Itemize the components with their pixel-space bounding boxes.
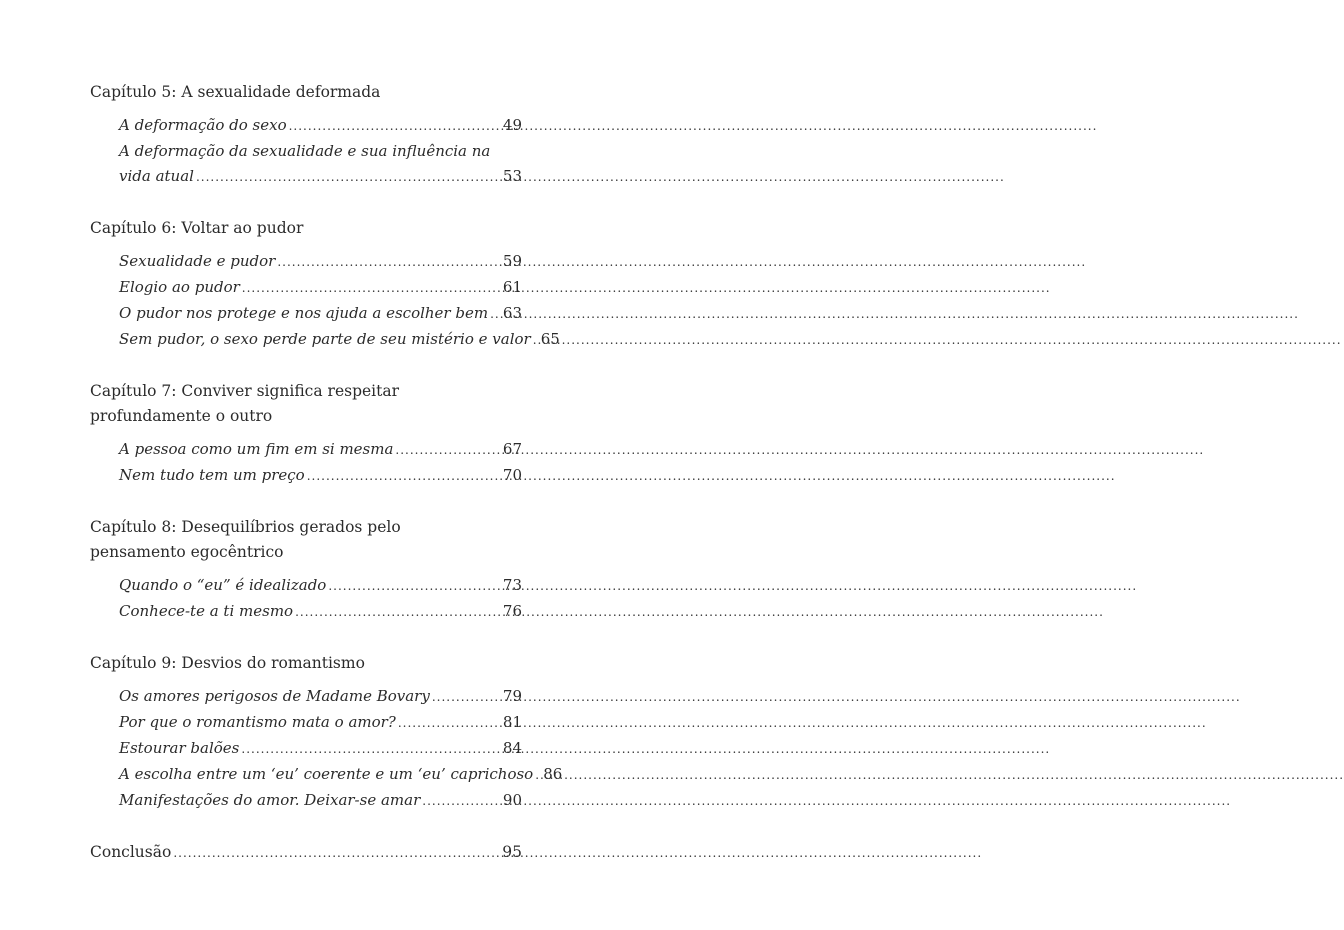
dot-leader (295, 599, 501, 625)
entry-page-number: 79 (502, 687, 522, 705)
toc-entry[interactable] (119, 164, 522, 190)
chapter-entries (90, 437, 522, 489)
dot-leader (395, 437, 500, 463)
toc-entry[interactable] (119, 573, 522, 599)
dot-leader (307, 463, 501, 489)
entry-label: Sem pudor, o sexo perde parte de seu mistério e valor (119, 330, 531, 348)
entry-page-number: 81 (502, 713, 522, 731)
toc-entry[interactable] (119, 736, 522, 762)
chapter-9 (90, 651, 563, 814)
toc-entry[interactable] (119, 788, 522, 814)
entry-page-number: 59 (502, 252, 522, 270)
dot-leader (535, 762, 541, 788)
toc-entry[interactable] (119, 762, 563, 788)
toc-entry[interactable] (119, 684, 522, 710)
toc-entry[interactable] (119, 327, 560, 353)
chapter-entries (90, 113, 522, 190)
toc-entry[interactable] (119, 463, 522, 489)
entry-label: A pessoa como um fim em si mesma (119, 440, 394, 458)
entry-label: A escolha entre um ‘eu’ coerente e um ‘eu’ caprichoso (119, 765, 534, 783)
entry-label: A deformação do sexo (119, 116, 287, 134)
entry-page-number: 86 (543, 765, 563, 783)
entry-page-number: 65 (540, 330, 560, 348)
toc-entry[interactable] (119, 113, 522, 139)
dot-leader (328, 573, 501, 599)
conclusion-label: Conclusão (90, 843, 172, 861)
dot-leader (533, 327, 539, 353)
entry-label: Por que o romantismo mata o amor? (119, 713, 396, 731)
entry-page-number: 70 (502, 466, 522, 484)
entry-label: Quando o “eu” é idealizado (119, 576, 327, 594)
toc-entry[interactable] (119, 437, 522, 463)
toc-entry[interactable] (119, 275, 522, 301)
chapter-title (90, 379, 522, 429)
entry-page-number: 73 (502, 576, 522, 594)
entry-page-number: 76 (502, 602, 522, 620)
chapter-title-line: pensamento egocêntrico (90, 543, 284, 561)
dot-leader (277, 249, 501, 275)
chapter-5 (90, 80, 522, 190)
entry-page-number: 90 (502, 791, 522, 809)
conclusion-page-number: 95 (502, 843, 522, 861)
entry-page-number: 67 (502, 440, 522, 458)
chapter-entries (90, 573, 522, 625)
entry-label-line: A deformação da sexualidade e sua influência na (119, 142, 491, 160)
chapter-title: Capítulo 5: A sexualidade deformada (90, 83, 381, 101)
entry-label: O pudor nos protege e nos ajuda a escolher bem (119, 304, 489, 322)
chapter-entries (90, 249, 560, 353)
chapter-title-line: Capítulo 8: Desequilíbrios gerados pelo (90, 518, 401, 536)
chapter-entries (90, 684, 563, 814)
chapter-title (90, 515, 522, 565)
entry-label: Os amores perigosos de Madame Bovary (119, 687, 430, 705)
chapter-title: Capítulo 9: Desvios do romantismo (90, 654, 365, 672)
entry-page-number: 49 (502, 116, 522, 134)
entry-page-number: 61 (502, 278, 522, 296)
dot-leader (242, 275, 501, 301)
entry-label: Manifestações do amor. Deixar-se amar (119, 791, 421, 809)
entry-label: Estourar balões (119, 739, 240, 757)
entry-label: Sexualidade e pudor (119, 252, 276, 270)
chapter-8 (90, 515, 522, 625)
table-of-contents (90, 80, 563, 866)
dot-leader (173, 840, 500, 866)
dot-leader (432, 684, 501, 710)
dot-leader (398, 710, 501, 736)
dot-leader (422, 788, 501, 814)
chapter-title: Capítulo 6: Voltar ao pudor (90, 219, 304, 237)
dot-leader (196, 164, 501, 190)
dot-leader (241, 736, 501, 762)
dot-leader (490, 301, 501, 327)
dot-leader (289, 113, 501, 139)
toc-entry[interactable] (119, 249, 522, 275)
entry-label: Conhece-te a ti mesmo (119, 602, 294, 620)
chapter-title-line: Capítulo 7: Conviver significa respeitar (90, 382, 400, 400)
entry-page-number: 53 (502, 167, 522, 185)
toc-entry[interactable] (119, 599, 522, 625)
toc-entry[interactable] (119, 710, 522, 736)
entry-label: Elogio ao pudor (119, 278, 240, 296)
chapter-7 (90, 379, 522, 489)
chapter-6 (90, 216, 560, 353)
entry-label: Nem tudo tem um preço (119, 466, 305, 484)
entry-label: vida atual (119, 167, 194, 185)
toc-entry[interactable] (119, 301, 522, 327)
entry-page-number: 63 (502, 304, 522, 322)
chapter-title-line: profundamente o outro (90, 407, 273, 425)
entry-page-number: 84 (502, 739, 522, 757)
toc-conclusion[interactable] (90, 840, 522, 866)
